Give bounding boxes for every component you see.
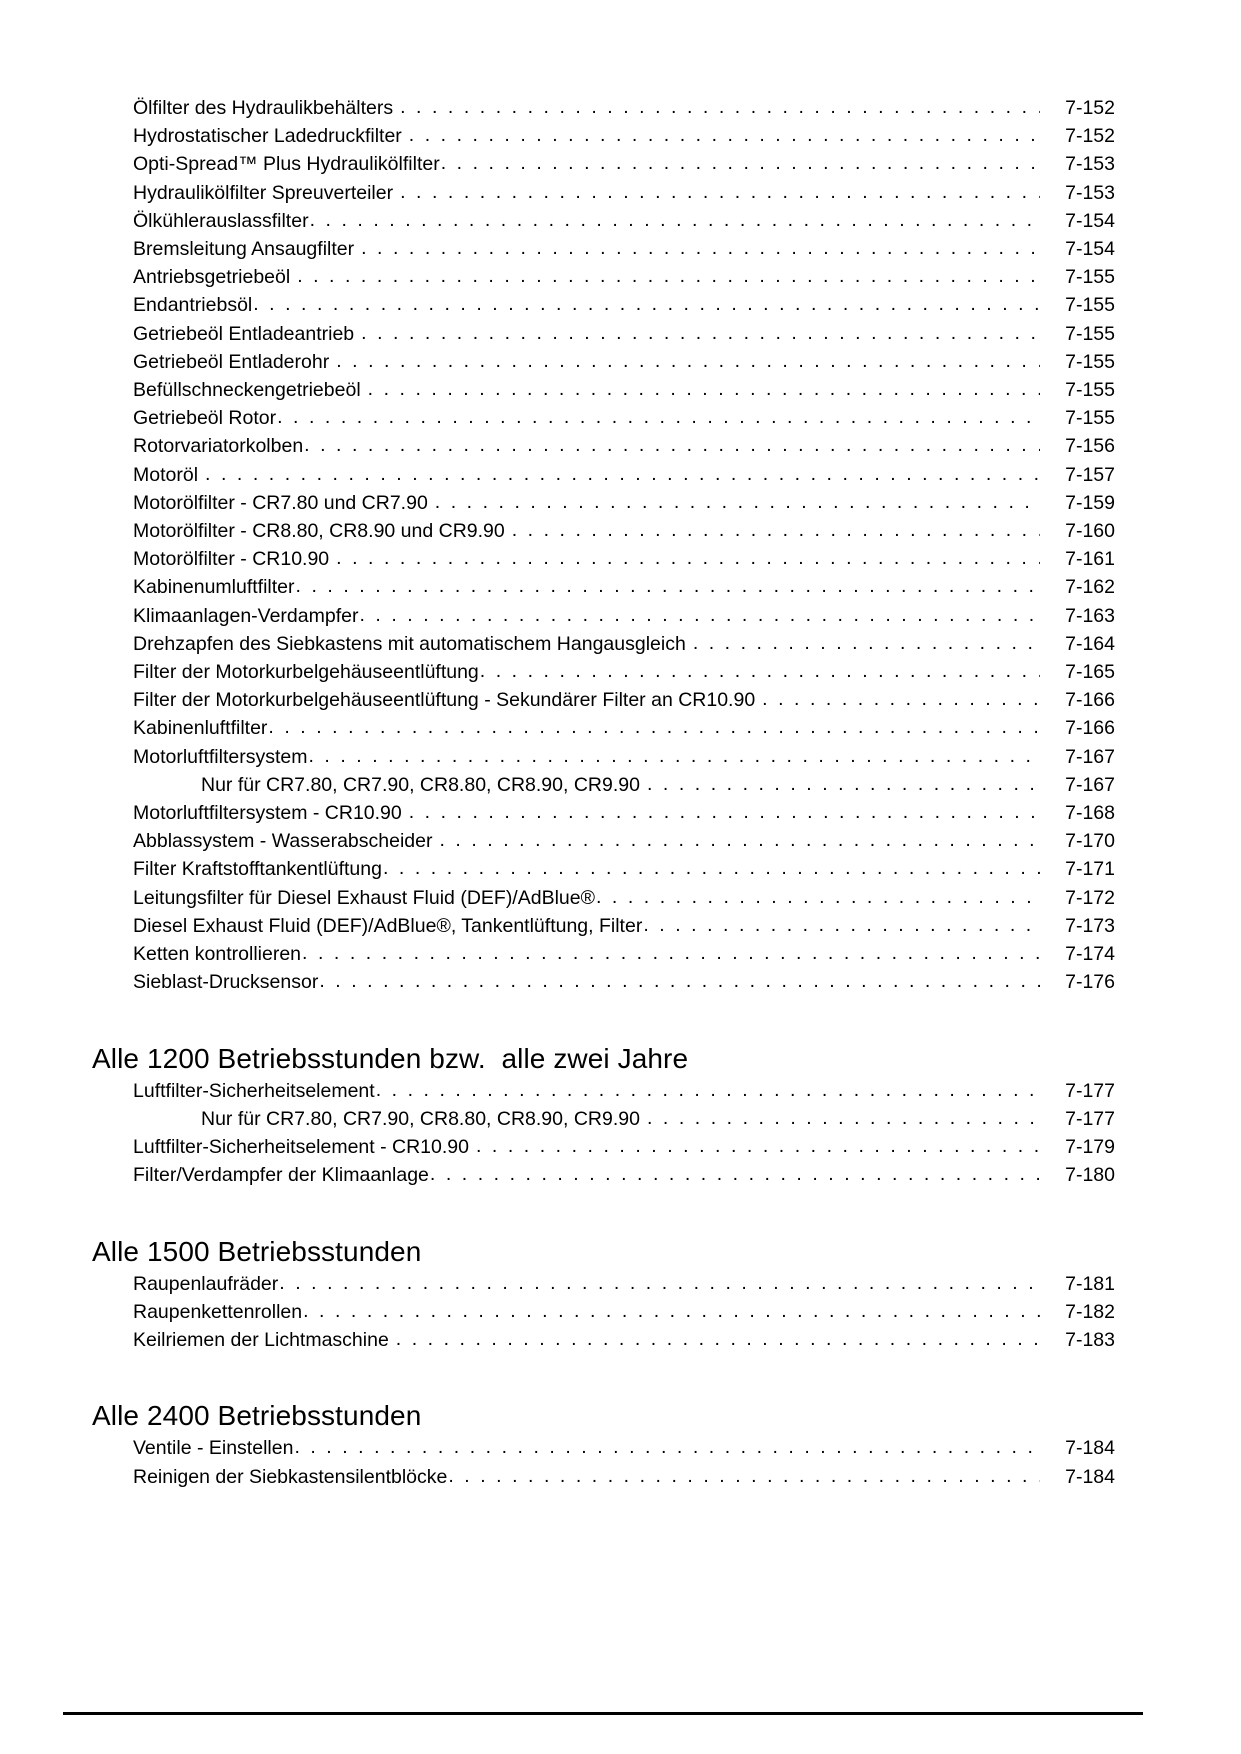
toc-entry-label: Nur für CR7.80, CR7.90, CR8.80, CR8.90, CR9.90	[201, 773, 640, 796]
toc-entry-label: Rotorvariatorkolben	[133, 435, 304, 458]
toc-entry-label: Raupenlaufräder	[133, 1272, 279, 1295]
toc-entry[interactable]	[92, 912, 1115, 940]
toc-entry[interactable]	[92, 320, 1115, 348]
dot-leader	[435, 488, 1040, 516]
toc-entry-page-number: 7-184	[1065, 1437, 1115, 1460]
toc-entry[interactable]	[92, 122, 1115, 150]
dot-leader	[383, 854, 1040, 882]
toc-entry[interactable]	[92, 602, 1115, 630]
toc-entry[interactable]	[92, 686, 1115, 714]
dot-leader	[296, 572, 1040, 600]
toc-section	[92, 1400, 1115, 1491]
toc-entry-label: Getriebeöl Entladeantrieb	[133, 322, 355, 345]
footer-divider	[63, 1712, 1143, 1715]
toc-entry[interactable]	[92, 884, 1115, 912]
toc-entry[interactable]	[92, 1133, 1115, 1161]
dot-leader	[409, 798, 1040, 826]
toc-entry-page-number: 7-159	[1065, 491, 1115, 514]
dot-leader	[205, 460, 1040, 488]
toc-entry-label: Endantriebsöl	[133, 294, 253, 317]
dot-leader	[441, 149, 1040, 177]
dot-leader	[409, 121, 1040, 149]
toc-entry-page-number: 7-176	[1065, 971, 1115, 994]
dot-leader	[361, 234, 1040, 262]
toc-entry-label: Motoröl	[133, 463, 199, 486]
dot-leader	[336, 347, 1040, 375]
toc-entry[interactable]	[92, 658, 1115, 686]
toc-entry-label: Keilriemen der Lichtmaschine	[133, 1329, 389, 1352]
toc-entry-label: Luftfilter-Sicherheitselement	[133, 1079, 375, 1102]
toc-entry-page-number: 7-155	[1065, 350, 1115, 373]
toc-entry-label: Luftfilter-Sicherheitselement - CR10.90	[133, 1136, 469, 1159]
dot-leader	[336, 544, 1040, 572]
toc-entry-page-number: 7-156	[1065, 435, 1115, 458]
toc-entry-label: Abblassystem - Wasserabscheider	[133, 830, 433, 853]
toc-entry-label: Drehzapfen des Siebkastens mit automatischem Hangausgleich	[133, 632, 686, 655]
dot-leader	[368, 375, 1040, 403]
dot-leader	[294, 1433, 1040, 1461]
toc-entry-page-number: 7-180	[1065, 1164, 1115, 1187]
toc-entry-label: Motorluftfiltersystem - CR10.90	[133, 802, 402, 825]
toc-entry-label: Motorölfilter - CR7.80 und CR7.90	[133, 491, 428, 514]
dot-leader	[304, 431, 1040, 459]
toc-entry-label: Getriebeöl Rotor	[133, 407, 277, 430]
toc-entry-label: Bremsleitung Ansaugfilter	[133, 238, 355, 261]
toc-entry-label: Ventile - Einstellen	[133, 1437, 294, 1460]
toc-entry-list	[92, 1270, 1115, 1355]
dot-leader	[643, 911, 1040, 939]
dot-leader	[439, 826, 1040, 854]
toc-entry[interactable]	[92, 263, 1115, 291]
toc-entry-page-number: 7-155	[1065, 407, 1115, 430]
toc-entry-page-number: 7-162	[1065, 576, 1115, 599]
dot-leader	[376, 1076, 1040, 1104]
toc-entry-page-number: 7-165	[1065, 661, 1115, 684]
dot-leader	[400, 93, 1040, 121]
toc-entry[interactable]	[92, 545, 1115, 573]
toc-entry-page-number: 7-177	[1065, 1079, 1115, 1102]
section-heading: Alle 2400 Betriebsstunden	[92, 1400, 422, 1432]
toc-entry-page-number: 7-167	[1065, 773, 1115, 796]
toc-entry-page-number: 7-154	[1065, 209, 1115, 232]
toc-entry-page-number: 7-183	[1065, 1329, 1115, 1352]
toc-entry[interactable]	[92, 291, 1115, 319]
toc-entry-page-number: 7-173	[1065, 914, 1115, 937]
dot-leader	[647, 770, 1040, 798]
toc-entry[interactable]	[92, 855, 1115, 883]
table-of-contents	[92, 92, 1115, 1491]
toc-entry-page-number: 7-152	[1065, 97, 1115, 119]
toc-entry[interactable]	[92, 1105, 1115, 1133]
toc-entry-page-number: 7-166	[1065, 717, 1115, 740]
toc-entry-label: Kabinenluftfilter	[133, 717, 268, 740]
toc-entry[interactable]	[92, 799, 1115, 827]
toc-entry[interactable]	[92, 1270, 1115, 1298]
toc-entry[interactable]	[92, 517, 1115, 545]
toc-entry-label: Raupenkettenrollen	[133, 1300, 303, 1323]
toc-entry[interactable]	[92, 94, 1115, 122]
toc-entry[interactable]	[92, 827, 1115, 855]
toc-entry-label: Ölkühlerauslassfilter	[133, 209, 309, 232]
toc-entry-label: Sieblast-Drucksensor	[133, 971, 319, 994]
toc-entry-label: Reinigen der Siebkastensilentblöcke	[133, 1465, 448, 1488]
toc-entry-page-number: 7-155	[1065, 322, 1115, 345]
toc-entry[interactable]	[92, 235, 1115, 263]
toc-entry-label: Antriebsgetriebeöl	[133, 266, 291, 289]
dot-leader	[361, 319, 1040, 347]
dot-leader	[647, 1104, 1040, 1132]
dot-leader	[319, 967, 1040, 995]
dot-leader	[253, 290, 1040, 318]
toc-entry-list	[92, 1077, 1115, 1190]
toc-entry[interactable]	[92, 1326, 1115, 1354]
toc-entry-label: Ölfilter des Hydraulikbehälters	[133, 97, 394, 119]
toc-entry-label: Nur für CR7.80, CR7.90, CR8.80, CR8.90, CR9.90	[201, 1107, 640, 1130]
toc-entry[interactable]	[92, 1077, 1115, 1105]
toc-entry-label: Klimaanlagen-Verdampfer	[133, 604, 359, 627]
toc-entry-label: Opti-Spread™ Plus Hydraulikölfilter	[133, 153, 440, 176]
toc-entry-list	[92, 1434, 1115, 1490]
dot-leader	[448, 1462, 1040, 1490]
dot-leader	[762, 685, 1040, 713]
toc-entry-label: Getriebeöl Entladerohr	[133, 350, 330, 373]
toc-entry-page-number: 7-152	[1065, 125, 1115, 148]
toc-entry-label: Hydraulikölfilter Spreuverteiler	[133, 181, 394, 204]
toc-entry-page-number: 7-153	[1065, 153, 1115, 176]
toc-entry[interactable]	[92, 404, 1115, 432]
toc-entry-label: Leitungsfilter für Diesel Exhaust Fluid (DEF)/AdBlue®	[133, 886, 595, 909]
dot-leader	[310, 206, 1040, 234]
toc-entry[interactable]	[92, 150, 1115, 178]
dot-leader	[480, 657, 1040, 685]
toc-entry-page-number: 7-168	[1065, 802, 1115, 825]
toc-entry[interactable]	[92, 207, 1115, 235]
toc-entry[interactable]	[92, 1434, 1115, 1462]
toc-entry-page-number: 7-177	[1065, 1107, 1115, 1130]
toc-entry[interactable]	[92, 630, 1115, 658]
toc-entry-page-number: 7-154	[1065, 238, 1115, 261]
toc-entry-list	[92, 94, 1115, 997]
toc-entry-label: Befüllschneckengetriebeöl	[133, 379, 361, 402]
toc-entry-label: Diesel Exhaust Fluid (DEF)/AdBlue®, Tankentlüftung, Filter	[133, 914, 643, 937]
toc-entry-page-number: 7-179	[1065, 1136, 1115, 1159]
toc-entry-page-number: 7-181	[1065, 1272, 1115, 1295]
toc-entry-page-number: 7-155	[1065, 379, 1115, 402]
toc-entry-label: Filter Kraftstofftankentlüftung	[133, 858, 382, 881]
toc-entry[interactable]	[92, 461, 1115, 489]
toc-entry-label: Filter der Motorkurbelgehäuseentlüftung	[133, 661, 479, 684]
toc-entry-label: Filter der Motorkurbelgehäuseentlüftung - Sekundärer Filter an CR10.90	[133, 689, 756, 712]
dot-leader	[279, 1269, 1040, 1297]
toc-entry-label: Motorluftfiltersystem	[133, 745, 308, 768]
toc-entry-label: Filter/Verdampfer der Klimaanlage	[133, 1164, 429, 1187]
dot-leader	[693, 629, 1040, 657]
dot-leader	[476, 1132, 1040, 1160]
toc-entry-page-number: 7-167	[1065, 745, 1115, 768]
toc-entry[interactable]	[92, 573, 1115, 601]
dot-leader	[396, 1325, 1040, 1353]
dot-leader	[308, 742, 1040, 770]
toc-section	[92, 1236, 1115, 1355]
toc-entry-page-number: 7-171	[1065, 858, 1115, 881]
toc-entry-page-number: 7-155	[1065, 266, 1115, 289]
toc-section	[92, 1043, 1115, 1190]
toc-entry[interactable]	[92, 376, 1115, 404]
toc-entry-label: Hydrostatischer Ladedruckfilter	[133, 125, 402, 148]
toc-entry[interactable]	[92, 1463, 1115, 1491]
toc-entry-page-number: 7-174	[1065, 943, 1115, 966]
toc-entry[interactable]	[92, 714, 1115, 742]
toc-section	[92, 94, 1115, 997]
toc-entry-page-number: 7-164	[1065, 632, 1115, 655]
toc-entry-page-number: 7-160	[1065, 520, 1115, 543]
dot-leader	[430, 1160, 1040, 1188]
dot-leader	[359, 601, 1040, 629]
toc-entry[interactable]	[92, 179, 1115, 207]
toc-entry[interactable]	[92, 968, 1115, 996]
dot-leader	[268, 713, 1040, 741]
toc-entry[interactable]	[92, 432, 1115, 460]
dot-leader	[512, 516, 1040, 544]
dot-leader	[303, 1297, 1040, 1325]
toc-entry[interactable]	[92, 1298, 1115, 1326]
toc-entry[interactable]	[92, 1161, 1115, 1189]
dot-leader	[400, 178, 1040, 206]
dot-leader	[297, 262, 1040, 290]
toc-entry-page-number: 7-172	[1065, 886, 1115, 909]
toc-entry-page-number: 7-184	[1065, 1465, 1115, 1488]
toc-entry-page-number: 7-161	[1065, 548, 1115, 571]
toc-entry-page-number: 7-163	[1065, 604, 1115, 627]
toc-entry-page-number: 7-166	[1065, 689, 1115, 712]
toc-entry-label: Ketten kontrollieren	[133, 943, 302, 966]
toc-entry-page-number: 7-157	[1065, 463, 1115, 486]
toc-entry-label: Motorölfilter - CR10.90	[133, 548, 330, 571]
toc-entry-page-number: 7-170	[1065, 830, 1115, 853]
toc-entry[interactable]	[92, 348, 1115, 376]
section-heading: Alle 1200 Betriebsstunden bzw. alle zwei Jahre	[92, 1042, 689, 1074]
toc-entry[interactable]	[92, 489, 1115, 517]
toc-entry-page-number: 7-153	[1065, 181, 1115, 204]
toc-entry-page-number: 7-182	[1065, 1300, 1115, 1323]
dot-leader	[302, 939, 1040, 967]
toc-entry-label: Kabinenumluftfilter	[133, 576, 295, 599]
toc-entry[interactable]	[92, 743, 1115, 771]
toc-entry[interactable]	[92, 771, 1115, 799]
toc-entry-page-number: 7-155	[1065, 294, 1115, 317]
toc-entry[interactable]	[92, 940, 1115, 968]
toc-entry-label: Motorölfilter - CR8.80, CR8.90 und CR9.90	[133, 520, 505, 543]
dot-leader	[596, 883, 1040, 911]
dot-leader	[277, 403, 1040, 431]
section-heading: Alle 1500 Betriebsstunden	[92, 1235, 422, 1267]
